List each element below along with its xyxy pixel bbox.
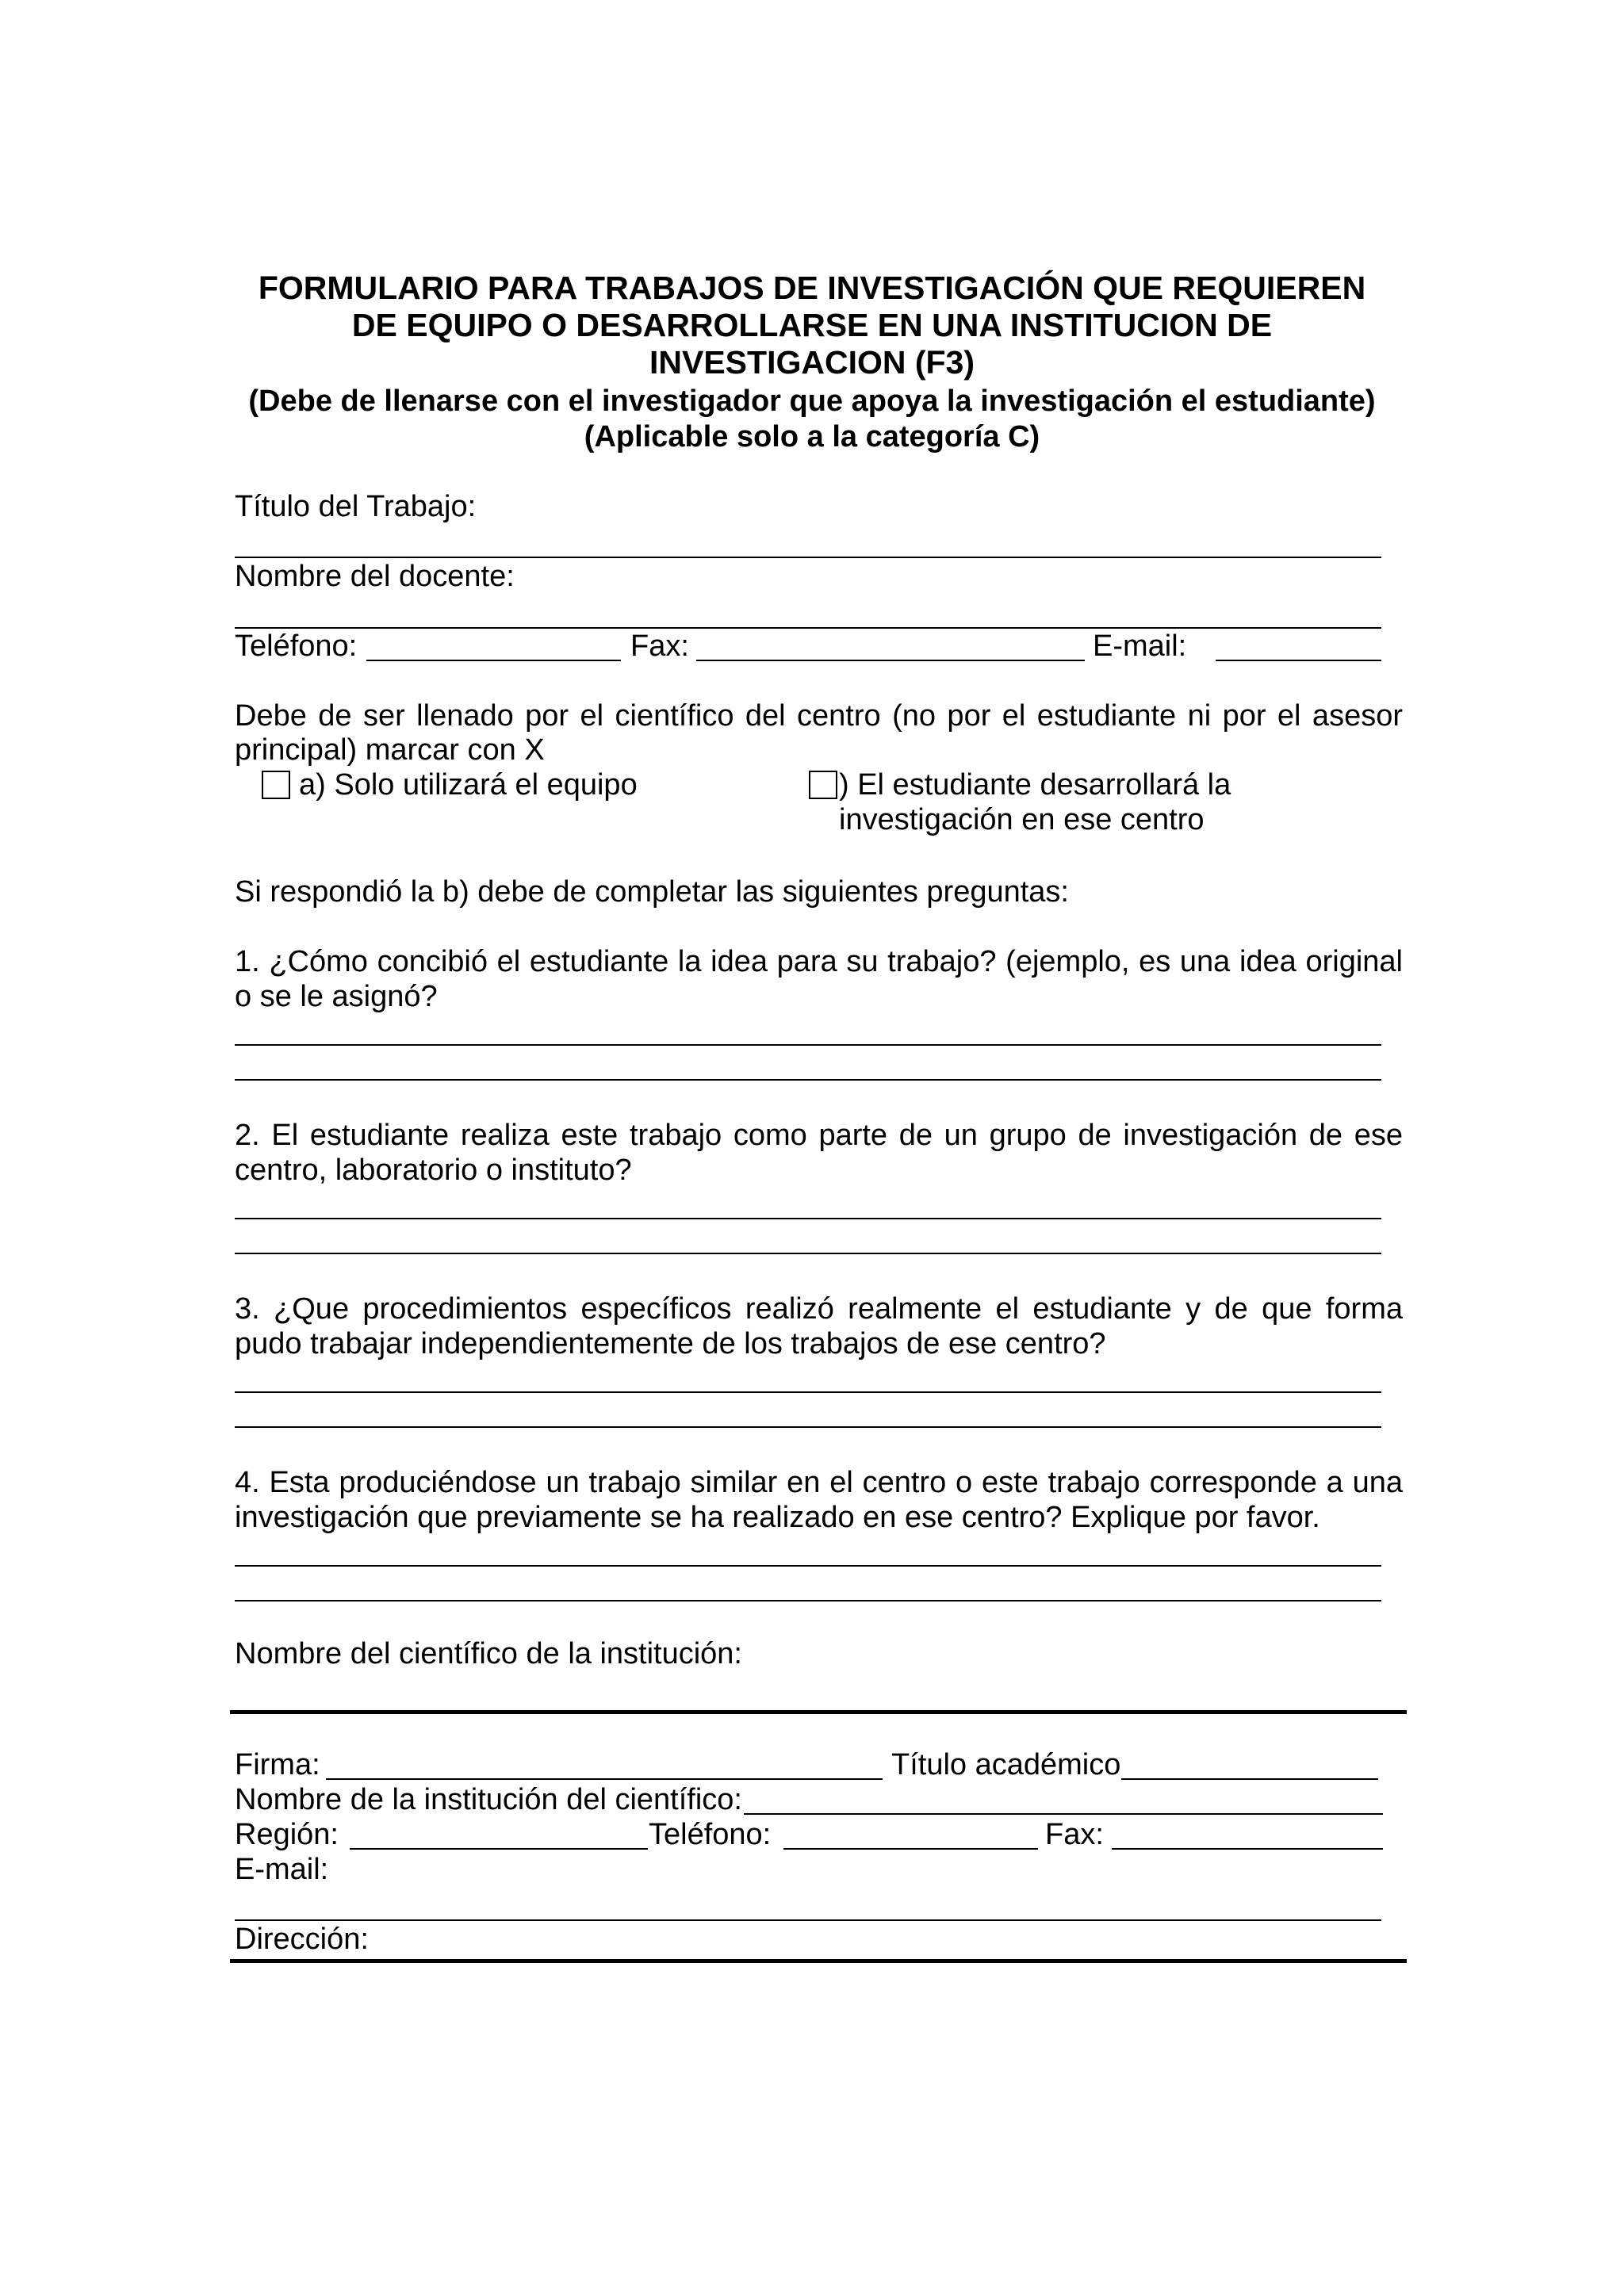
instruction-line-1: Debe de ser llenado por el científico del centro (no por el estudiante ni por el asesor xyxy=(235,699,1403,733)
option-b-label-line-1: ) El estudiante desarrollará la xyxy=(839,768,1231,802)
region-input-line[interactable] xyxy=(350,1848,648,1850)
institucion-label: Nombre de la institución del científico: xyxy=(235,1783,742,1816)
question-4-line-2: investigación que previamente se ha realizado en ese centro? Explique por favor. xyxy=(235,1501,1320,1534)
fax-input-line[interactable] xyxy=(696,660,1085,661)
direccion-label: Dirección: xyxy=(235,1923,369,1956)
titulo-academico-input-line[interactable] xyxy=(1121,1778,1378,1780)
option-a-checkbox[interactable] xyxy=(262,771,290,799)
footer-email-input-line[interactable] xyxy=(235,1919,1381,1921)
institucion-input-line[interactable] xyxy=(744,1813,1383,1815)
form-subtitle-line-2: (Aplicable solo a la categoría C) xyxy=(584,420,1040,453)
question-1-line-1: 1. ¿Cómo concibió el estudiante la idea para su trabajo? (ejemplo, es una idea original xyxy=(235,945,1403,978)
question-3-line-1: 3. ¿Que procedimientos específicos realizó realmente el estudiante y de que forma xyxy=(235,1292,1403,1326)
answer-1-line-2[interactable] xyxy=(235,1079,1381,1081)
answer-2-line-2[interactable] xyxy=(235,1253,1381,1254)
docente-label: Nombre del docente: xyxy=(235,560,515,593)
form-title-line-2: DE EQUIPO O DESARROLLARSE EN UNA INSTITUCION DE xyxy=(351,307,1273,343)
answer-1-line-1[interactable] xyxy=(235,1044,1381,1046)
cientifico-label: Nombre del científico de la institución: xyxy=(235,1637,742,1670)
region-label: Región: xyxy=(235,1818,339,1851)
email-input-line[interactable] xyxy=(1216,660,1381,661)
question-3-line-2: pudo trabajar independientemente de los trabajos de ese centro? xyxy=(235,1327,1106,1360)
footer-fax-input-line[interactable] xyxy=(1112,1848,1383,1850)
question-4-line-1: 4. Esta produciéndose un trabajo similar en el centro o este trabajo corresponde a una xyxy=(235,1466,1403,1499)
footer-telefono-input-line[interactable] xyxy=(783,1848,1038,1850)
option-b-label-line-2: investigación en ese centro xyxy=(839,803,1205,836)
answer-3-line-2[interactable] xyxy=(235,1426,1381,1428)
form-title-line-3: INVESTIGACION (F3) xyxy=(649,344,975,381)
titulo-input-line[interactable] xyxy=(235,557,1381,558)
question-2-line-1: 2. El estudiante realiza este trabajo como parte de un grupo de investigación de ese xyxy=(235,1119,1403,1152)
followup-instruction: Si respondió la b) debe de completar las siguientes preguntas: xyxy=(235,875,1069,909)
footer-email-label: E-mail: xyxy=(235,1853,329,1886)
form-title-line-1: FORMULARIO PARA TRABAJOS DE INVESTIGACIÓN QUE REQUIEREN xyxy=(258,270,1366,306)
titulo-label: Título del Trabajo: xyxy=(235,490,477,523)
option-b-checkbox[interactable] xyxy=(809,771,837,799)
telefono-label: Teléfono: xyxy=(235,629,358,663)
answer-2-line-1[interactable] xyxy=(235,1218,1381,1219)
firma-input-line[interactable] xyxy=(326,1778,883,1780)
form-subtitle-line-1: (Debe de llenarse con el investigador que apoya la investigación el estudiante) xyxy=(248,385,1376,418)
question-2-line-2: centro, laboratorio o instituto? xyxy=(235,1154,632,1187)
option-a-label: a) Solo utilizará el equipo xyxy=(299,768,638,802)
answer-3-line-1[interactable] xyxy=(235,1391,1381,1393)
answer-4-line-1[interactable] xyxy=(235,1565,1381,1567)
footer-telefono-label: Teléfono: xyxy=(649,1818,772,1851)
answer-4-line-2[interactable] xyxy=(235,1600,1381,1601)
firma-label: Firma: xyxy=(235,1748,320,1781)
telefono-input-line[interactable] xyxy=(366,660,621,661)
direccion-input-line[interactable] xyxy=(230,1959,1407,1963)
cientifico-input-line[interactable] xyxy=(230,1710,1407,1714)
email-label: E-mail: xyxy=(1093,629,1187,663)
instruction-line-2: principal) marcar con X xyxy=(235,733,545,767)
question-1-line-2: o se le asignó? xyxy=(235,980,438,1013)
fax-label: Fax: xyxy=(630,629,689,663)
docente-input-line[interactable] xyxy=(235,627,1381,629)
footer-fax-label: Fax: xyxy=(1045,1818,1104,1851)
titulo-academico-label: Título académico xyxy=(891,1748,1121,1781)
